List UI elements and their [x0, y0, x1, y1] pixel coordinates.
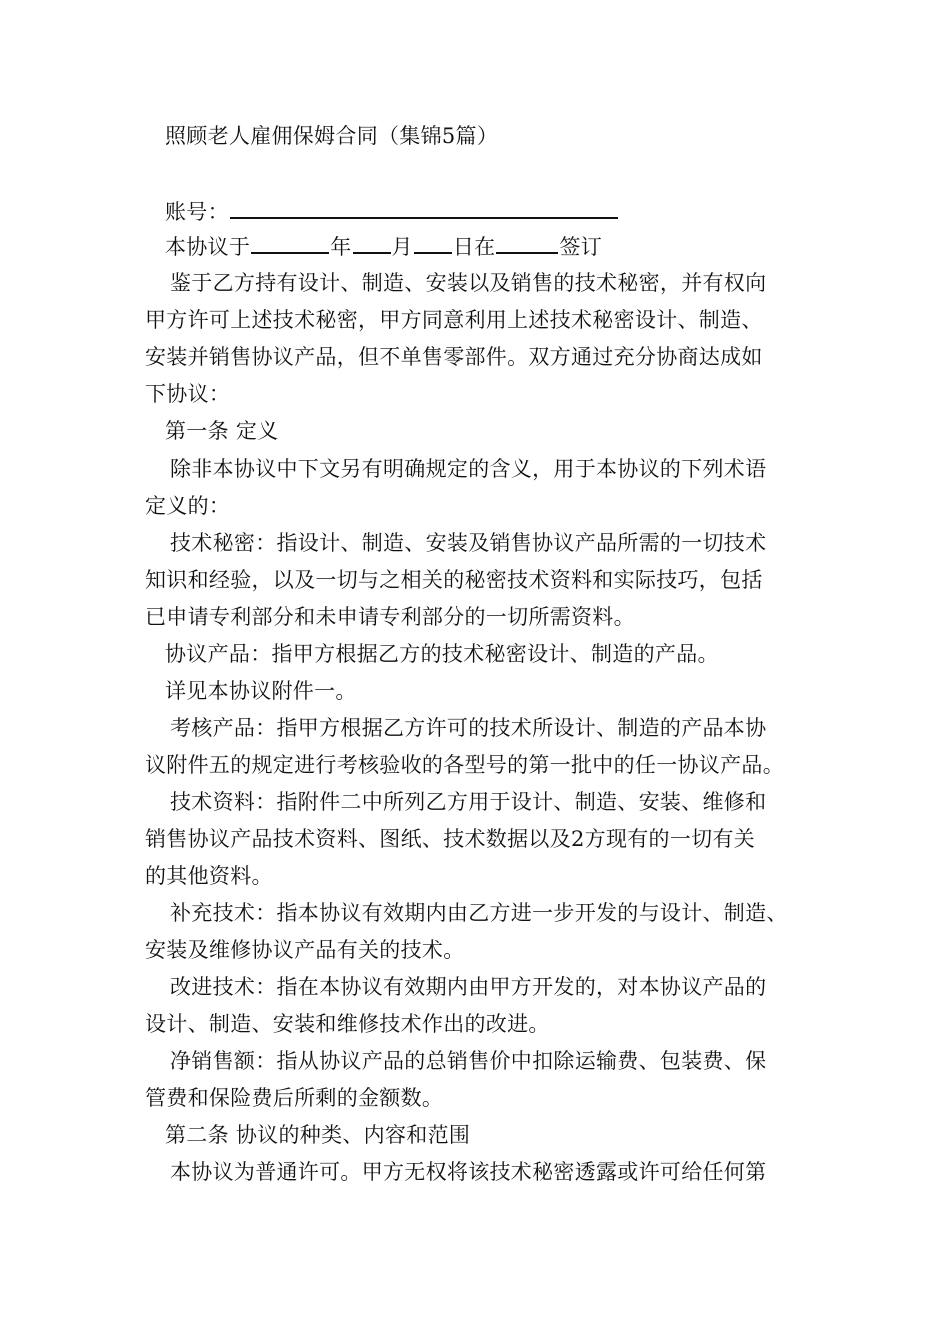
paragraph-line: 协议产品：指甲方根据乙方的技术秘密设计、制造的产品。 [165, 642, 719, 666]
paragraph-line: 本协议为普通许可。甲方无权将该技术秘密透露或许可给任何第 [170, 1160, 767, 1184]
paragraph-line: 下协议： [145, 382, 231, 406]
paragraph-line: 议附件五的规定进行考核验收的各型号的第一批中的任一协议产品。 [145, 753, 784, 777]
paragraph-line: 定义的： [145, 494, 231, 518]
paragraph-line: 技术资料：指附件二中所列乙方用于设计、制造、安装、维修和 [170, 790, 767, 814]
paragraph-line: 除非本协议中下文另有明确规定的含义，用于本协议的下列术语 [170, 457, 767, 481]
paragraph-line: 安装并销售协议产品，但不单售零部件。双方通过充分协商达成如 [145, 345, 763, 369]
day-blank [414, 228, 452, 254]
month-blank [353, 228, 391, 254]
day-at-label: 日在 [452, 235, 496, 259]
paragraph-line: 考核产品：指甲方根据乙方许可的技术所设计、制造的产品本协 [170, 716, 767, 740]
paragraph-line: 管费和保险费后所剩的金额数。 [145, 1086, 444, 1110]
account-label: 账号： [165, 200, 229, 224]
document-title: 照顾老人雇佣保姆合同（集锦5篇） [165, 124, 499, 148]
paragraph-line: 知识和经验，以及一切与之相关的秘密技术资料和实际技巧，包括 [145, 568, 763, 592]
account-line [165, 193, 619, 231]
paragraph-line: 详见本协议附件一。 [165, 679, 357, 703]
paragraph-line: 甲方许可上述技术秘密，甲方同意利用上述技术秘密设计、制造、 [145, 308, 763, 332]
year-label: 年 [330, 235, 352, 259]
date-prefix: 本协议于 [165, 235, 251, 259]
section-heading: 第二条 协议的种类、内容和范围 [165, 1123, 471, 1147]
month-label: 月 [391, 235, 413, 259]
signed-label: 签订 [559, 235, 603, 259]
paragraph-line: 的其他资料。 [145, 864, 273, 888]
date-line [165, 228, 602, 266]
paragraph-line: 净销售额：指从协议产品的总销售价中扣除运输费、包装费、保 [170, 1049, 767, 1073]
account-blank [230, 193, 618, 219]
place-blank [496, 228, 558, 254]
paragraph-line: 鉴于乙方持有设计、制造、安装以及销售的技术秘密，并有权向 [170, 271, 767, 295]
section-heading: 第一条 定义 [165, 419, 279, 443]
year-blank [251, 228, 329, 254]
paragraph-line: 设计、制造、安装和维修技术作出的改进。 [145, 1012, 550, 1036]
paragraph-line: 补充技术：指本协议有效期内由乙方进一步开发的与设计、制造、 [170, 901, 788, 925]
paragraph-line: 已申请专利部分和未申请专利部分的一切所需资料。 [145, 605, 635, 629]
paragraph-line: 改进技术：指在本协议有效期内由甲方开发的，对本协议产品的 [170, 975, 767, 999]
paragraph-line: 技术秘密：指设计、制造、安装及销售协议产品所需的一切技术 [170, 531, 767, 555]
paragraph-line: 销售协议产品技术资料、图纸、技术数据以及2方现有的一切有关 [145, 827, 756, 851]
paragraph-line: 安装及维修协议产品有关的技术。 [145, 938, 465, 962]
